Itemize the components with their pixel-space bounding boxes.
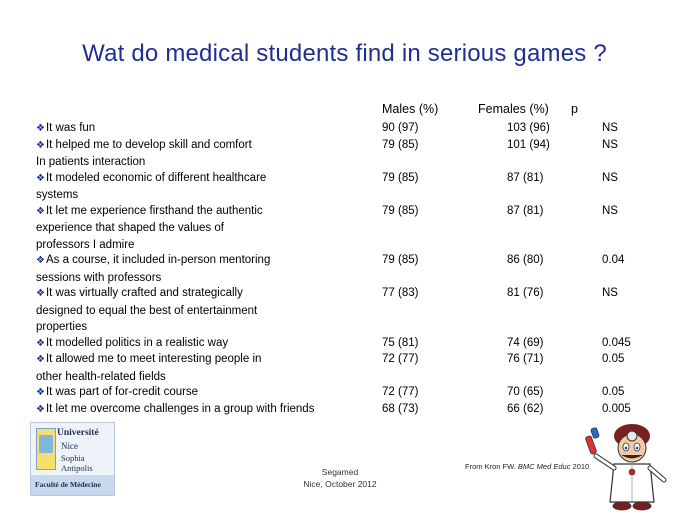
females-value: 81 (76) (507, 287, 544, 299)
statement-line: In patients interaction (36, 156, 146, 168)
table-row (36, 335, 656, 352)
females-value: 70 (65) (507, 386, 544, 398)
statement-line: designed to equal the best of entertainment (36, 304, 258, 317)
four-diamond-bullet-icon: ❖ (36, 205, 45, 217)
females-value: 87 (81) (507, 171, 544, 184)
table-row (36, 137, 656, 170)
statement-line: experience that shaped the values of (36, 222, 224, 234)
statement-line: properties (36, 321, 88, 333)
four-diamond-bullet-icon: ❖ (36, 354, 45, 365)
statement-line: It was virtually crafted and strategically (45, 287, 243, 299)
statement-line: It let me experience firsthand the authentic (45, 204, 263, 217)
p-value: NS (602, 122, 618, 134)
statement-line: It allowed me to meet interesting people in (45, 353, 262, 365)
column-header-males: Males (%) (382, 102, 439, 116)
row-statement (36, 401, 356, 419)
four-diamond-bullet-icon: ❖ (36, 387, 45, 398)
logo-text-university: Université (57, 428, 99, 438)
row-statement (36, 335, 356, 353)
p-value: NS (602, 204, 618, 217)
males-value: 68 (73) (382, 402, 419, 415)
males-value: 79 (85) (382, 254, 419, 266)
slide-title: Wat do medical students find in serious games ? (82, 40, 607, 67)
doctor-cartoon-icon (574, 414, 684, 514)
females-value: 86 (80) (507, 254, 544, 266)
footer-place-date: Nice, October 2012 (303, 479, 377, 489)
reference-year: 2010 (570, 462, 590, 471)
column-header-females: Females (%) (478, 102, 549, 116)
females-value: 103 (96) (507, 122, 550, 134)
reference-prefix: From Kron FW. (465, 462, 518, 471)
statement-line: professors I admire (36, 238, 135, 251)
four-diamond-bullet-icon: ❖ (36, 288, 45, 299)
males-value: 79 (85) (382, 204, 419, 217)
statement-line: systems (36, 189, 79, 201)
females-value: 87 (81) (507, 204, 544, 217)
statement-line: It helped me to develop skill and comfort (45, 138, 252, 151)
statement-line: It was part of for-credit course (45, 386, 199, 398)
p-value: 0.005 (602, 402, 631, 415)
row-statement (36, 384, 356, 402)
females-value: 76 (71) (507, 353, 544, 365)
p-value: 0.045 (602, 336, 631, 349)
four-diamond-bullet-icon: ❖ (36, 403, 45, 415)
statement-line: It was fun (45, 122, 96, 134)
row-statement (36, 137, 356, 171)
males-value: 72 (77) (382, 353, 419, 365)
p-value: NS (602, 171, 618, 184)
females-value: 101 (94) (507, 138, 550, 151)
table-row (36, 401, 656, 418)
table-row (36, 170, 656, 203)
row-statement (36, 170, 356, 204)
four-diamond-bullet-icon: ❖ (36, 337, 45, 349)
statement-line: As a course, it included in-person mentoring (45, 254, 271, 266)
column-header-p: p (571, 102, 578, 116)
statement-line: other health-related fields (36, 370, 166, 383)
row-statement (36, 203, 356, 254)
logo-text-sophia: Sophia Antipolis (61, 453, 93, 473)
footer (280, 466, 400, 490)
males-value: 79 (85) (382, 138, 419, 151)
females-value: 74 (69) (507, 336, 544, 349)
males-value: 79 (85) (382, 171, 419, 184)
males-value: 90 (97) (382, 122, 419, 134)
row-statement (36, 120, 356, 138)
p-value: 0.05 (602, 386, 625, 398)
reference-journal: BMC Med Educ (517, 462, 571, 471)
statement-line: It let me overcome challenges in a group with friends (45, 402, 315, 415)
logo-tile-blue (39, 435, 53, 453)
statement-line: sessions with professors (36, 271, 162, 284)
university-logo (30, 422, 115, 496)
four-diamond-bullet-icon: ❖ (36, 255, 45, 266)
statement-line: It modeled economic of different healthcare (45, 171, 267, 184)
females-value: 66 (62) (507, 402, 544, 415)
table-row (36, 120, 656, 137)
footer-event: Segamed (321, 467, 359, 477)
table-row (36, 252, 656, 285)
p-value: NS (602, 287, 618, 299)
source-reference (465, 462, 589, 471)
table-row (36, 203, 656, 253)
table-row (36, 351, 656, 384)
p-value: NS (602, 138, 618, 151)
logo-text-nice: Nice (61, 441, 78, 451)
row-statement (36, 351, 356, 385)
males-value: 72 (77) (382, 386, 419, 398)
table-row (36, 384, 656, 401)
males-value: 77 (83) (382, 287, 419, 299)
males-value: 75 (81) (382, 336, 419, 349)
four-diamond-bullet-icon: ❖ (36, 123, 45, 134)
row-statement (36, 252, 356, 286)
p-value: 0.05 (602, 353, 625, 365)
p-value: 0.04 (602, 254, 625, 266)
four-diamond-bullet-icon: ❖ (36, 139, 45, 151)
logo-text-faculty: Faculté de Médecine (35, 480, 101, 489)
row-statement (36, 285, 356, 336)
table-row (36, 285, 656, 335)
four-diamond-bullet-icon: ❖ (36, 172, 45, 184)
statement-line: It modelled politics in a realistic way (45, 336, 229, 349)
